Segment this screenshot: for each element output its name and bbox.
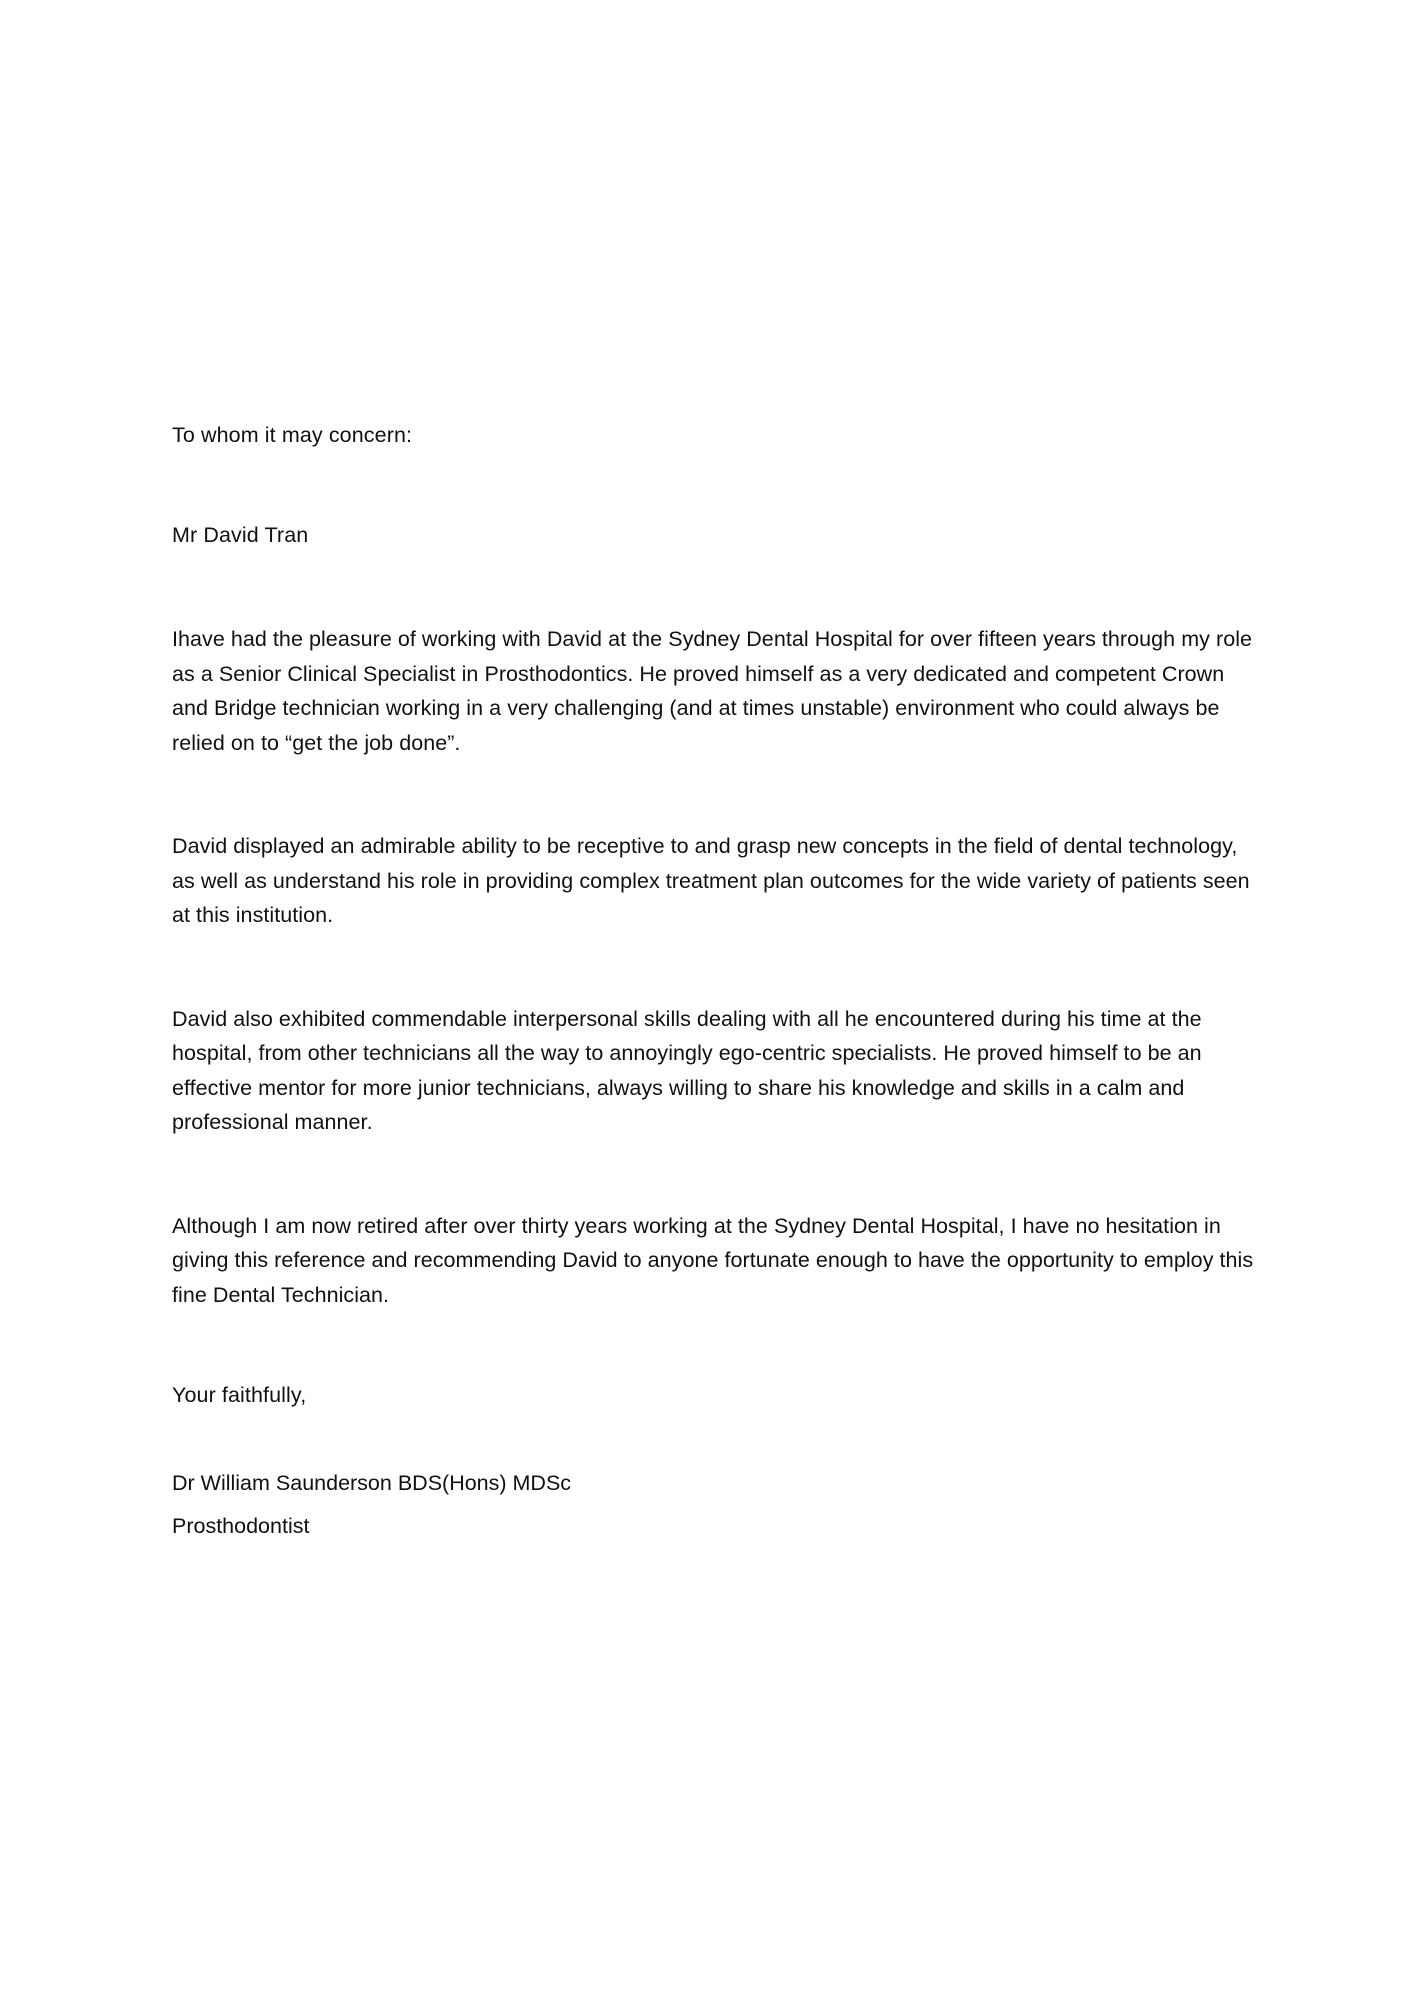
spacer xyxy=(172,452,1262,518)
spacer xyxy=(172,1312,1262,1378)
letter-body xyxy=(172,418,1262,1548)
signature-name: Dr William Saunderson BDS(Hons) MDSc xyxy=(172,1471,572,1495)
paragraph-4: Although I am now retired after over thirty years working at the Sydney Dental Hospital, I have no hesitation in giving this reference and recommending David to anyone fortunate enough to have the opportunity to employ this fine Dental Technician. xyxy=(172,1213,1254,1307)
spacer xyxy=(172,1140,1262,1209)
spacer xyxy=(172,552,1262,622)
salutation: To whom it may concern: xyxy=(172,423,413,447)
paragraph-1: Ihave had the pleasure of working with David at the Sydney Dental Hospital for over fifteen years through my role as a Senior Clinical Specialist in Prosthodontics. He proved himself as a very dedicated and competent Crown and Bridge technician working in a very challenging (and at times unstable) environment who could always be relied on to “get the job done”. xyxy=(172,627,1253,755)
spacer xyxy=(172,760,1262,829)
spacer xyxy=(172,1412,1262,1462)
spacer xyxy=(172,933,1262,1002)
closing: Your faithfully, xyxy=(172,1383,307,1407)
paragraph-3: David also exhibited commendable interpersonal skills dealing with all he encountered during his time at the hospital, from other technicians all the way to annoyingly ego-centric specialists. He proved himself to be an effective mentor for more junior technicians, always willing to share his knowledge and skills in a calm and professional manner. xyxy=(172,1006,1202,1134)
subject-line: Mr David Tran xyxy=(172,523,309,547)
signature-title: Prosthodontist xyxy=(172,1514,310,1538)
paragraph-2: David displayed an admirable ability to be receptive to and grasp new concepts in the field of dental technology, as well as understand his role in providing complex treatment plan outcomes for the wide variety of patients seen at this institution. xyxy=(172,834,1250,927)
